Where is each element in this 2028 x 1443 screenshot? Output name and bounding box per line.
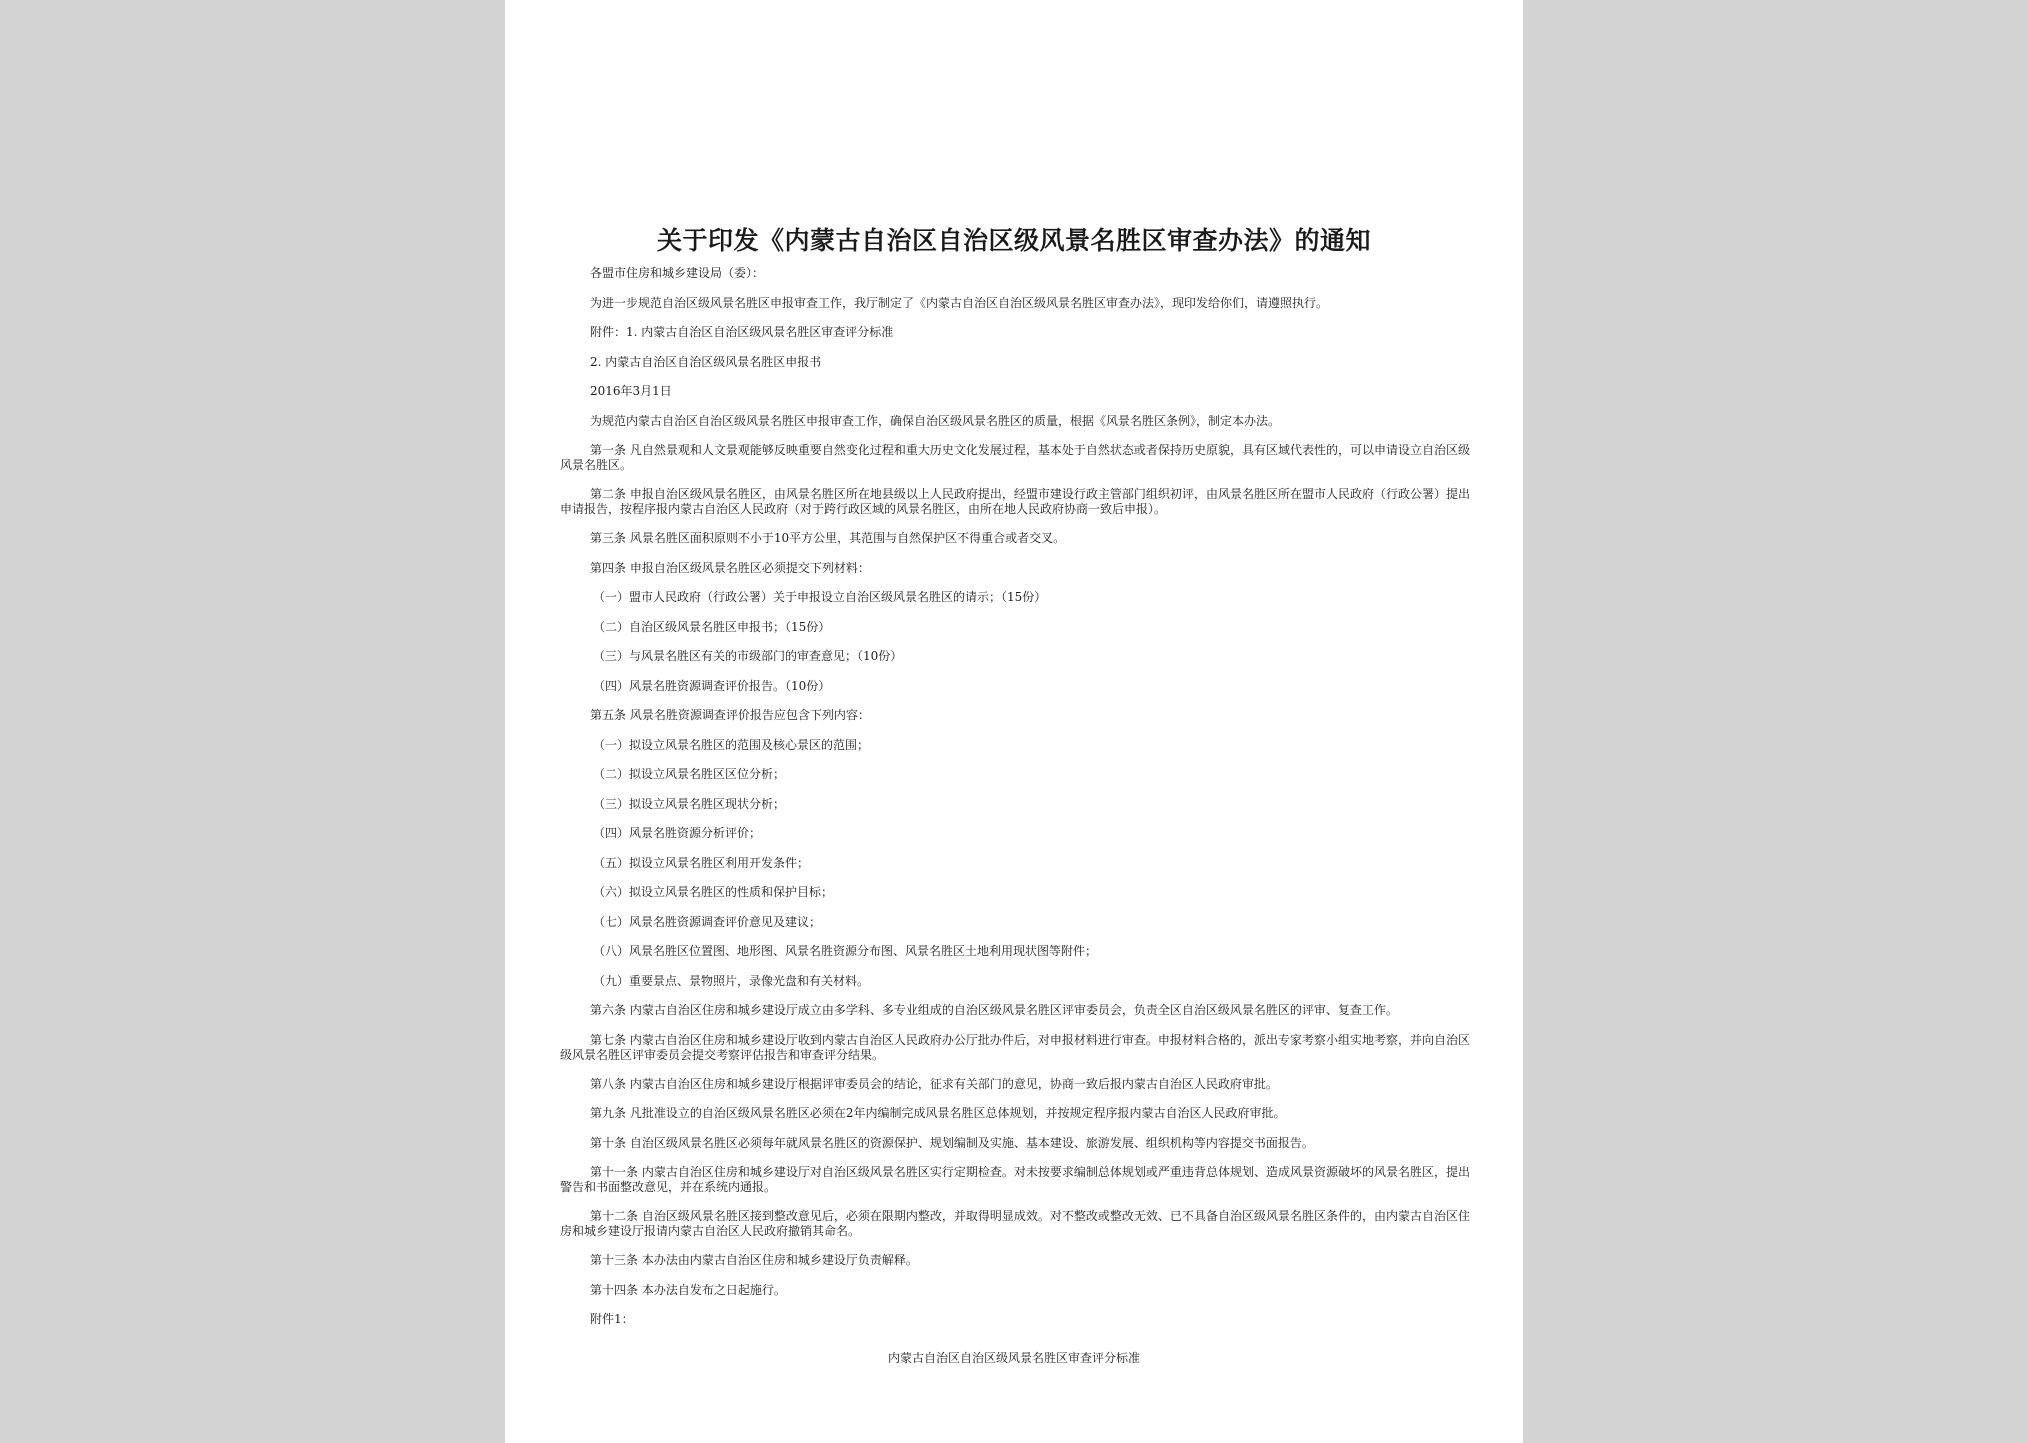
addressee-line: 各盟市住房和城乡建设局（委）： <box>590 266 765 280</box>
list-item: （八）风景名胜区位置图、地形图、风景名胜资源分布图、风景名胜区土地利用现状图等附件； <box>593 944 1098 958</box>
article-paragraph: 第十条 自治区级风景名胜区必须每年就风景名胜区的资源保护、规划编制及实施、基本建设、旅游发展、组织机构等内容提交书面报告。 <box>590 1135 1314 1150</box>
list-item: （一）盟市人民政府（行政公署）关于申报设立自治区级风景名胜区的请示；（15份） <box>593 590 1047 604</box>
attachment-list-item: 附件：1. 内蒙古自治区自治区级风景名胜区审查评分标准 <box>590 325 894 339</box>
article-paragraph: 第七条 内蒙古自治区住房和城乡建设厅收到内蒙古自治区人民政府办公厅批办件后，对申报材料进行审查。申报材料合格的，派出专家考察小组实地考察，并向自治区级风景名胜区评审委员会提交考察评估报告和审查评分结果。 <box>560 1032 1470 1062</box>
list-item: （四）风景名胜资源调查评价报告。（10份） <box>593 678 831 693</box>
list-item: （五）拟设立风景名胜区利用开发条件； <box>593 855 810 870</box>
article-paragraph: 第十三条 本办法由内蒙古自治区住房和城乡建设厅负责解释。 <box>590 1253 918 1267</box>
attachment-label: 附件1： <box>590 1312 634 1326</box>
article-paragraph: 第二条 申报自治区级风景名胜区，由风景名胜区所在地县级以上人民政府提出，经盟市建设行政主管部门组织初评，由风景名胜区所在盟市人民政府（行政公署）提出申请报告，按程序报内蒙古自治区人民政府（对于跨行政区域的风景名胜区，由所在地人民政府协商一致后申报）。 <box>560 487 1470 516</box>
article-paragraph: 第六条 内蒙古自治区住房和城乡建设厅成立由多学科、多专业组成的自治区级风景名胜区评审委员会，负责全区自治区级风景名胜区的评审、复查工作。 <box>590 1003 1398 1017</box>
list-item: （三）拟设立风景名胜区现状分析； <box>593 796 786 811</box>
list-item: （一）拟设立风景名胜区的范围及核心景区的范围； <box>593 737 870 752</box>
attachment-heading: 内蒙古自治区自治区级风景名胜区审查评分标准 <box>887 1351 1140 1365</box>
paragraph: 为进一步规范自治区级风景名胜区申报审查工作，我厅制定了《内蒙古自治区自治区级风景名胜区审查办法》，现印发给你们，请遵照执行。 <box>590 295 1329 310</box>
article-paragraph: 第十四条 本办法自发布之日起施行。 <box>590 1282 786 1297</box>
article-paragraph: 第三条 风景名胜区面积原则不小于10平方公里，其范围与自然保护区不得重合或者交叉。 <box>590 531 1066 545</box>
document-body <box>560 266 1470 1342</box>
article-paragraph: 第四条 申报自治区级风景名胜区必须提交下列材料： <box>590 560 870 575</box>
list-item: （三）与风景名胜区有关的市级部门的审查意见；（10份） <box>593 649 903 663</box>
attachment-list-item: 2. 内蒙古自治区自治区级风景名胜区申报书 <box>590 354 822 369</box>
paragraph: 为规范内蒙古自治区自治区级风景名胜区申报审查工作，确保自治区级风景名胜区的质量，根据《风景名胜区条例》，制定本办法。 <box>590 413 1281 428</box>
list-item: （四）风景名胜资源分析评价； <box>593 826 762 840</box>
list-item: （六）拟设立风景名胜区的性质和保护目标； <box>593 885 834 899</box>
list-item: （九）重要景点、景物照片，录像光盘和有关材料。 <box>593 973 870 988</box>
article-paragraph: 第十二条 自治区级风景名胜区接到整改意见后，必须在限期内整改，并取得明显成效。对不整改或整改无效、已不具备自治区级风景名胜区条件的，由内蒙古自治区住房和城乡建设厅报请内蒙古自治区人民政府撤销其命名。 <box>560 1209 1470 1238</box>
list-item: （二）拟设立风景名胜区区位分析； <box>593 767 786 781</box>
document-title: 关于印发《内蒙古自治区自治区级风景名胜区审查办法》的通知 <box>656 226 1371 255</box>
date-line: 2016年3月1日 <box>590 384 672 398</box>
article-paragraph: 第八条 内蒙古自治区住房和城乡建设厅根据评审委员会的结论，征求有关部门的意见，协商一致后报内蒙古自治区人民政府审批。 <box>590 1076 1278 1091</box>
article-paragraph: 第十一条 内蒙古自治区住房和城乡建设厅对自治区级风景名胜区实行定期检查。对未按要求编制总体规划或严重违背总体规划、造成风景资源破坏的风景名胜区，提出警告和书面整改意见，并在系统内通报。 <box>560 1165 1470 1194</box>
article-paragraph: 第一条 凡自然景观和人文景观能够反映重要自然变化过程和重大历史文化发展过程，基本处于自然状态或者保持历史原貌，具有区域代表性的，可以申请设立自治区级风景名胜区。 <box>560 443 1470 472</box>
article-paragraph: 第五条 风景名胜资源调查评价报告应包含下列内容： <box>590 708 870 722</box>
list-item: （七）风景名胜资源调查评价意见及建议； <box>593 914 822 929</box>
list-item: （二）自治区级风景名胜区申报书；（15份） <box>593 619 831 634</box>
article-paragraph: 第九条 凡批准设立的自治区级风景名胜区必须在2年内编制完成风景名胜区总体规划，并按规定程序报内蒙古自治区人民政府审批。 <box>590 1106 1286 1120</box>
document-page <box>505 0 1523 1443</box>
